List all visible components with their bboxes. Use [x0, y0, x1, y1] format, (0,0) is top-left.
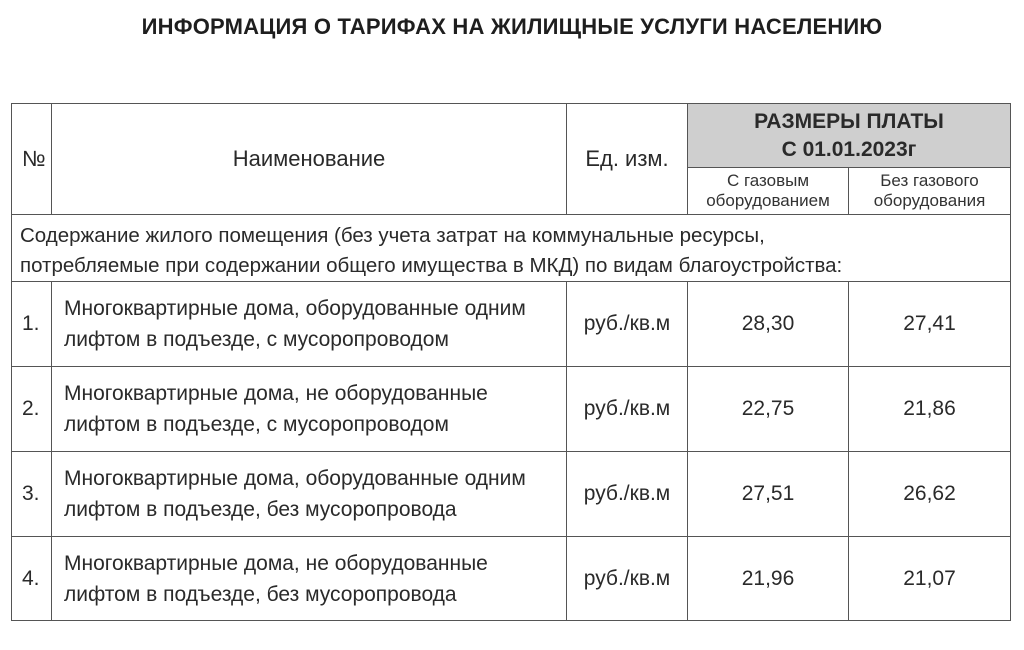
header-no-gas-line1: Без газового [880, 171, 979, 190]
section-heading-line2: потребляемые при содержании общего имущества в МКД) по видам благоустройства: [20, 254, 843, 277]
section-heading-line1: Содержание жилого помещения (без учета затрат на коммунальные ресурсы, [20, 224, 765, 247]
row-no-gas: 21,86 [849, 367, 1011, 452]
page-title: ИНФОРМАЦИЯ О ТАРИФАХ НА ЖИЛИЩНЫЕ УСЛУГИ НАСЕЛЕНИЮ [141, 14, 883, 39]
row-no-gas: 21,07 [849, 537, 1011, 621]
row-unit: руб./кв.м [567, 537, 688, 621]
row-with-gas: 28,30 [688, 282, 849, 367]
row-unit: руб./кв.м [567, 452, 688, 537]
row-num: 2. [12, 367, 52, 452]
row-name-line2: лифтом в подъезде, с мусоропроводом [64, 413, 449, 436]
header-no-gas [849, 168, 1011, 215]
row-num: 1. [12, 282, 52, 367]
row-no-gas: 26,62 [849, 452, 1011, 537]
row-no-gas: 27,41 [849, 282, 1011, 367]
row-num: 3. [12, 452, 52, 537]
row-name-line2: лифтом в подъезде, с мусоропроводом [64, 328, 449, 351]
section-heading [12, 215, 1011, 282]
table-row [12, 367, 1011, 452]
header-name: Наименование [52, 104, 567, 215]
header-price-line2: С 01.01.2023г [781, 137, 917, 161]
row-name-line1: Многоквартирные дома, оборудованные одним [64, 297, 526, 320]
header-price [688, 104, 1011, 168]
header-no-gas-line2: оборудования [873, 191, 986, 210]
header-num: № [12, 104, 52, 215]
header-unit: Ед. изм. [567, 104, 688, 215]
header-with-gas-line1: С газовым [726, 171, 810, 190]
row-name-line1: Многоквартирные дома, не оборудованные [64, 551, 488, 575]
row-name-line1: Многоквартирные дома, оборудованные одним [64, 467, 526, 490]
row-name [52, 282, 567, 367]
row-with-gas: 27,51 [688, 452, 849, 537]
table-row [12, 452, 1011, 537]
table-row [12, 282, 1011, 367]
row-num: 4. [12, 537, 52, 621]
row-name-line2: лифтом в подъезде, без мусоропровода [64, 582, 457, 606]
row-name-line1: Многоквартирные дома, не оборудованные [64, 382, 488, 405]
row-with-gas: 22,75 [688, 367, 849, 452]
header-price-line1: РАЗМЕРЫ ПЛАТЫ [754, 109, 944, 133]
section-row [12, 215, 1011, 282]
row-name-line2: лифтом в подъезде, без мусоропровода [64, 498, 457, 521]
header-with-gas-line2: оборудованием [706, 191, 830, 210]
table-row [12, 537, 1011, 621]
header-with-gas [688, 168, 849, 215]
row-unit: руб./кв.м [567, 367, 688, 452]
row-name [52, 452, 567, 537]
row-with-gas: 21,96 [688, 537, 849, 621]
row-unit: руб./кв.м [567, 282, 688, 367]
tariff-table [11, 103, 1011, 621]
table-header-row [12, 104, 1011, 168]
row-name [52, 537, 567, 621]
row-name [52, 367, 567, 452]
